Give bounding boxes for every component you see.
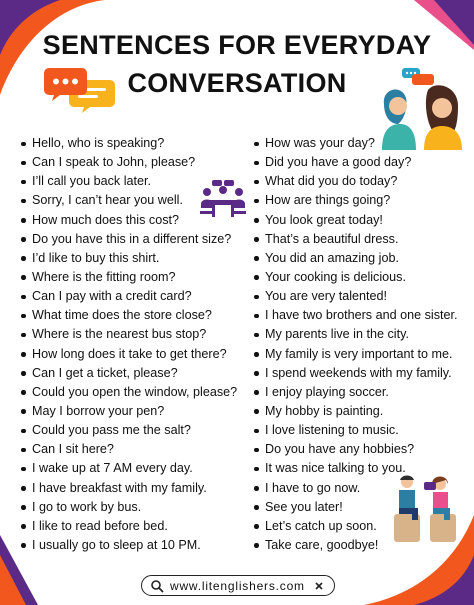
sentence-item: You look great today! (253, 211, 458, 230)
sentence-list-left (20, 134, 237, 555)
sentence-item: I love listening to music. (253, 421, 458, 440)
sentence-item: I have to go now. (253, 479, 458, 498)
sentence-item: My parents live in the city. (253, 325, 458, 344)
sentence-item: Did you have a good day? (253, 153, 458, 172)
sentence-item: Can I sit here? (20, 440, 237, 459)
sentence-item: Can I pay with a credit card? (20, 287, 237, 306)
sentence-item: I usually go to sleep at 10 PM. (20, 536, 237, 555)
sentence-item: How are things going? (253, 191, 458, 210)
sentence-item: Your cooking is delicious. (253, 268, 458, 287)
sentence-item: I like to read before bed. (20, 517, 237, 536)
sentence-item: I’d like to buy this shirt. (20, 249, 237, 268)
page-title-line-1: SENTENCES FOR EVERYDAY (42, 30, 432, 60)
sentence-item: How long does it take to get there? (20, 345, 237, 364)
sentence-item: You are very talented! (253, 287, 458, 306)
sentence-item: I have breakfast with my family. (20, 479, 237, 498)
close-icon (312, 579, 326, 593)
sentence-item: Can I get a ticket, please? (20, 364, 237, 383)
sentence-item: May I borrow your pen? (20, 402, 237, 421)
website-url: www.litenglishers.com (170, 578, 305, 593)
sentence-item: I wake up at 7 AM every day. (20, 459, 237, 478)
sentence-item: How was your day? (253, 134, 458, 153)
sentence-item: How much does this cost? (20, 211, 237, 230)
sentence-item: I’ll call you back later. (20, 172, 237, 191)
sentence-item: My hobby is painting. (253, 402, 458, 421)
sentence-item: I have two brothers and one sister. (253, 306, 458, 325)
sentence-item: Could you pass me the salt? (20, 421, 237, 440)
website-search-bar (141, 575, 335, 596)
page-title-line-2: CONVERSATION (127, 68, 347, 98)
sentence-item: What did you do today? (253, 172, 458, 191)
sentence-item: Could you open the window, please? (20, 383, 237, 402)
sentence-item: Let’s catch up soon. (253, 517, 458, 536)
sentence-item: My family is very important to me. (253, 345, 458, 364)
sentence-item: Hello, who is speaking? (20, 134, 237, 153)
sentence-item: You did an amazing job. (253, 249, 458, 268)
sentence-item: Sorry, I can’t hear you well. (20, 191, 237, 210)
sentence-item: I go to work by bus. (20, 498, 237, 517)
search-icon (150, 579, 166, 593)
sentence-item: That’s a beautiful dress. (253, 230, 458, 249)
sentence-item: It was nice talking to you. (253, 459, 458, 478)
sentence-item: See you later! (253, 498, 458, 517)
sentence-item: Do you have this in a different size? (20, 230, 237, 249)
sentence-item: Do you have any hobbies? (253, 440, 458, 459)
sentence-item: Where is the fitting room? (20, 268, 237, 287)
chat-bubbles-icon (44, 66, 116, 114)
sentence-item: I enjoy playing soccer. (253, 383, 458, 402)
sentence-item: Where is the nearest bus stop? (20, 325, 237, 344)
sentence-item: What time does the store close? (20, 306, 237, 325)
sentence-item: Can I speak to John, please? (20, 153, 237, 172)
sentence-list-right (253, 134, 458, 555)
sentence-item: Take care, goodbye! (253, 536, 458, 555)
sentence-item: I spend weekends with my family. (253, 364, 458, 383)
